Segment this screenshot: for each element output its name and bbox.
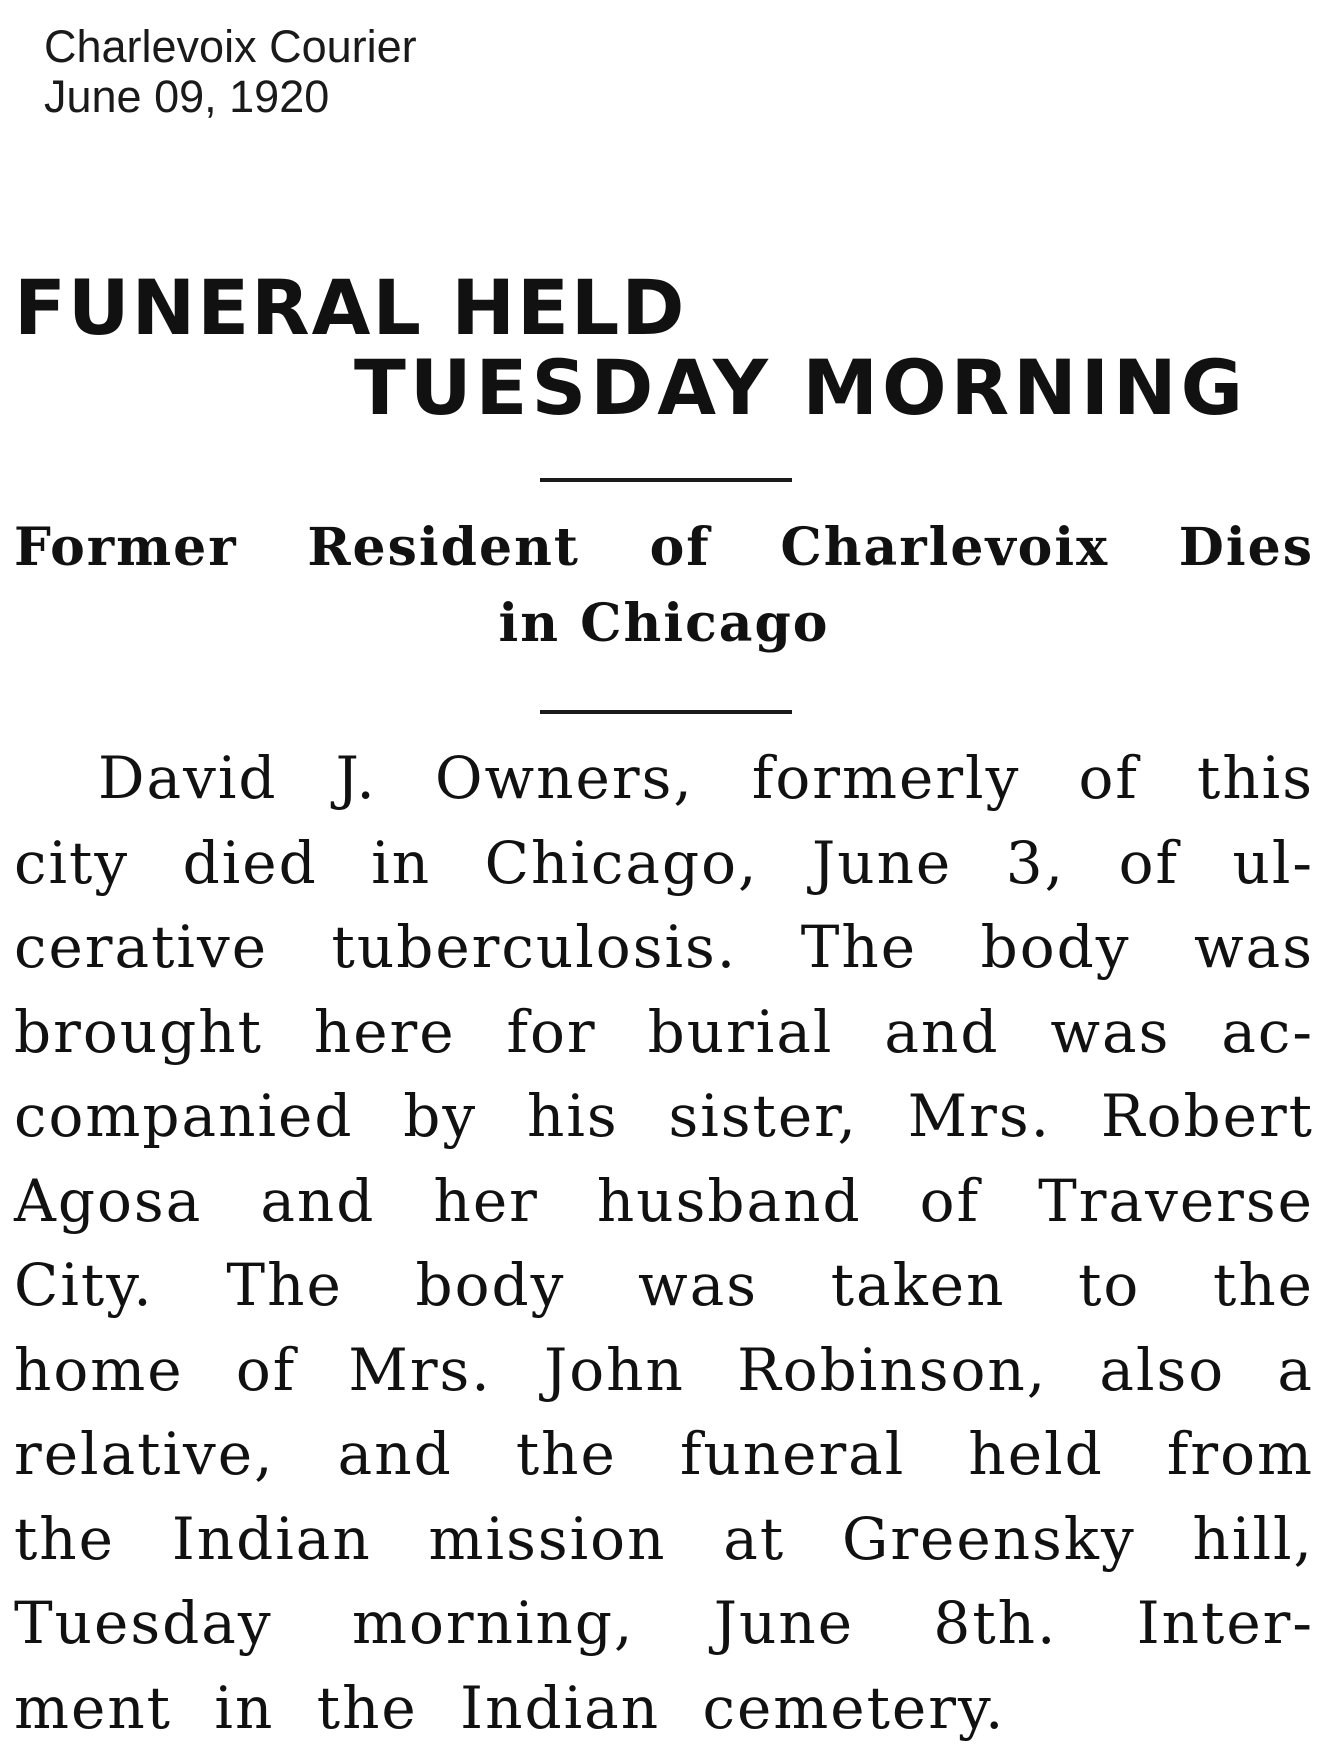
- body-line: brought here for burial and was ac-: [14, 997, 1314, 1066]
- article-body: [14, 736, 1314, 1750]
- headline: [14, 263, 1314, 432]
- headline-line-1: FUNERAL HELD: [14, 263, 687, 352]
- divider-rule-top: [540, 478, 792, 482]
- body-line: home of Mrs. John Robinson, also a: [14, 1335, 1314, 1404]
- subheadline-line-2: in Chicago: [498, 593, 830, 654]
- body-line: City. The body was taken to the: [14, 1251, 1314, 1319]
- publication-date: June 09, 1920: [44, 71, 330, 122]
- subheadline-line-1: Former Resident of Charlevoix Dies: [14, 517, 1314, 578]
- body-line: David J. Owners, formerly of this: [98, 744, 1314, 812]
- subheadline: [14, 510, 1314, 662]
- publication-name: Charlevoix Courier: [44, 21, 417, 72]
- divider-rule-bottom: [540, 710, 792, 714]
- body-line: the Indian mission at Greensky hill,: [14, 1504, 1314, 1573]
- headline-line-2: TUESDAY MORNING: [354, 343, 1247, 432]
- body-line: city died in Chicago, June 3, of ul-: [14, 828, 1314, 897]
- body-line: companied by his sister, Mrs. Robert: [14, 1082, 1314, 1150]
- body-line: cerative tuberculosis. The body was: [14, 913, 1314, 981]
- body-line: relative, and the funeral held from: [14, 1420, 1314, 1488]
- source-citation: [44, 22, 417, 122]
- body-line: Tuesday morning, June 8th. Inter-: [14, 1589, 1314, 1657]
- body-line: Agosa and her husband of Traverse: [14, 1166, 1314, 1235]
- body-line: ment in the Indian cemetery.: [14, 1673, 1006, 1742]
